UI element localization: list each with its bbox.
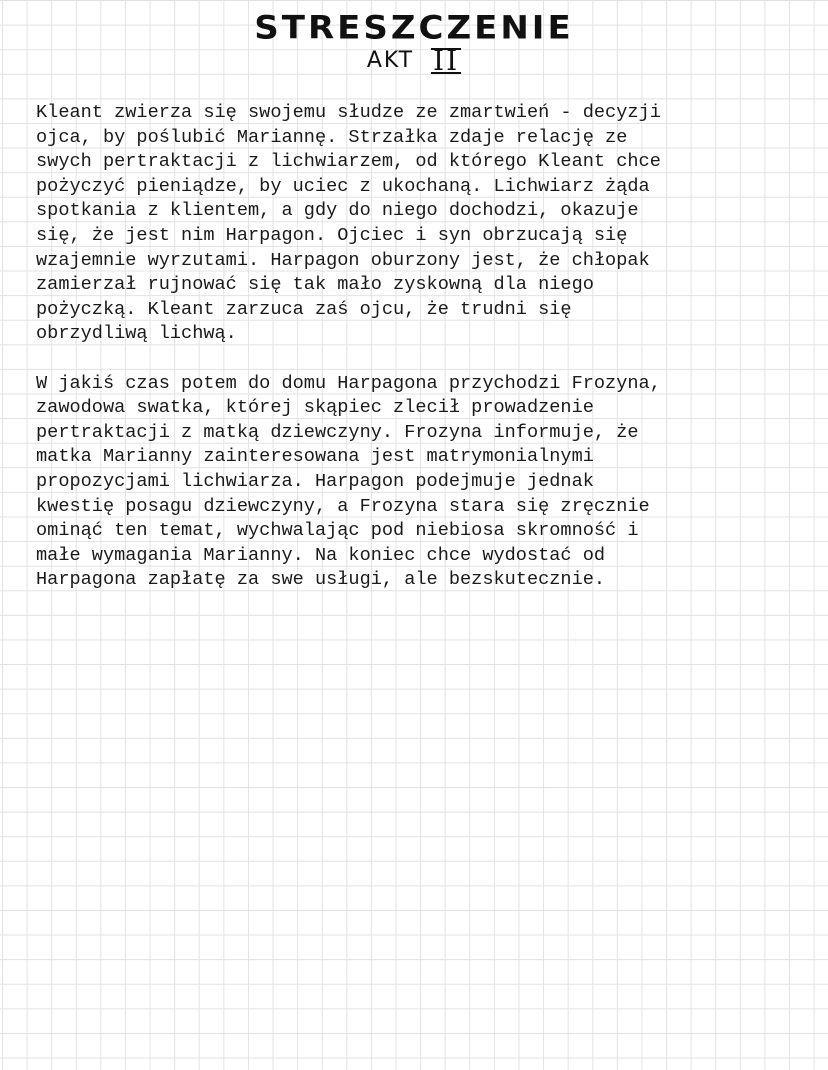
paragraph-line: obrzydliwą lichwą. (36, 323, 237, 345)
title-block (0, 6, 828, 50)
paragraph-line: zamierzał rujnować się tak mało zyskowną dla niego (36, 274, 594, 296)
paragraph-line: swych pertraktacji z lichwiarzem, od którego Kleant chce (36, 151, 661, 173)
paragraph-line: małe wymagania Marianny. Na koniec chce wydostać od (36, 544, 606, 566)
paragraph-2 (36, 372, 806, 593)
paragraph-line: wzajemnie wyrzutami. Harpagon oburzony jest, że chłopak (36, 249, 650, 271)
paragraph-line: pertraktacji z matką dziewczyny. Frozyna informuje, że (36, 421, 639, 443)
paragraph-line: Kleant zwierza się swojemu słudze ze zmartwień - decyzji (36, 102, 661, 123)
paragraph-1 (36, 101, 806, 347)
paragraph-line: matka Marianny zainteresowana jest matrymonialnymi (36, 446, 594, 468)
paragraph-line: zawodowa swatka, której skąpiec zlecił prowadzenie (36, 397, 594, 419)
paragraph-line: ominąć ten temat, wychwalając pod niebiosa skromność i (36, 520, 639, 542)
paragraph-line: spotkania z klientem, a gdy do niego dochodzi, okazuje (36, 200, 639, 222)
page-title: STRESZCZENIE (254, 9, 574, 47)
paragraph-line: propozycjami lichwiarza. Harpagon podejmuje jednak (36, 470, 594, 492)
paragraph-line: kwestię posagu dziewczyny, a Frozyna stara się zręcznie (36, 495, 650, 517)
paragraph-line: Harpagona zapłatę za swe usługi, ale bezskutecznie. (36, 569, 606, 591)
subtitle-numeral: II (433, 44, 460, 77)
paragraph-line: pożyczką. Kleant zarzuca zaś ojcu, że trudni się (36, 298, 572, 320)
paragraph-line: się, że jest nim Harpagon. Ojciec i syn obrzucają się (36, 224, 628, 246)
summary-text (36, 101, 806, 617)
page-subtitle (0, 46, 828, 76)
paragraph-line: ojca, by poślubić Mariannę. Strzałka zdaje relację ze (36, 126, 628, 148)
paragraph-line: W jakiś czas potem do domu Harpagona przychodzi Frozyna, (36, 372, 661, 394)
paragraph-line: pożyczyć pieniądze, by uciec z ukochaną. Lichwiarz żąda (36, 175, 650, 197)
subtitle-prefix: AKT (366, 48, 415, 73)
